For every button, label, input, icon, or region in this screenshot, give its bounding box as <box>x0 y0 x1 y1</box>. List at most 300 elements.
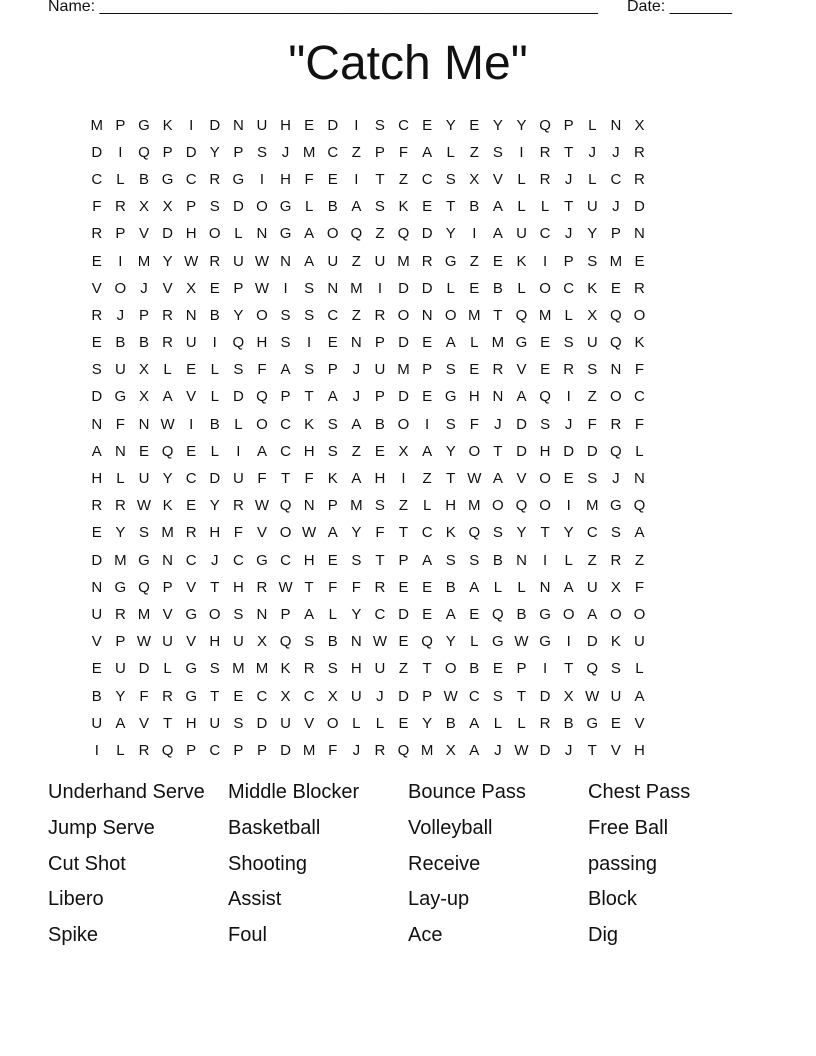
grid-letter[interactable]: N <box>232 116 244 134</box>
grid-letter[interactable]: B <box>492 551 503 569</box>
grid-letter[interactable]: A <box>469 714 480 732</box>
grid-letter[interactable]: B <box>445 714 456 732</box>
grid-letter[interactable]: R <box>374 578 386 596</box>
grid-letter[interactable]: S <box>351 551 362 569</box>
grid-letter[interactable]: A <box>304 225 315 243</box>
grid-letter[interactable]: M <box>302 741 316 759</box>
grid-letter[interactable]: D <box>398 388 409 406</box>
grid-letter[interactable]: G <box>444 388 457 406</box>
grid-letter[interactable]: Y <box>351 605 362 623</box>
grid-letter[interactable]: A <box>304 252 315 270</box>
grid-letter[interactable]: Z <box>351 252 361 270</box>
grid-letter[interactable]: I <box>189 116 194 134</box>
grid-letter[interactable]: Z <box>587 388 597 406</box>
grid-letter[interactable]: A <box>304 605 315 623</box>
grid-letter[interactable]: O <box>326 714 339 732</box>
grid-letter[interactable]: Y <box>445 442 456 460</box>
grid-letter[interactable]: N <box>256 605 268 623</box>
grid-letter[interactable]: J <box>376 687 384 705</box>
grid-letter[interactable]: K <box>162 497 173 515</box>
grid-letter[interactable]: M <box>609 252 623 270</box>
grid-letter[interactable]: S <box>209 198 220 216</box>
name-field[interactable]: Name: ________________________________________________________ <box>48 0 598 15</box>
grid-letter[interactable]: Q <box>633 497 646 515</box>
grid-letter[interactable]: E <box>91 252 102 270</box>
grid-letter[interactable]: B <box>115 334 126 352</box>
grid-letter[interactable]: S <box>374 198 385 216</box>
grid-letter[interactable]: I <box>377 279 382 297</box>
grid-letter[interactable]: Y <box>209 143 220 161</box>
grid-letter[interactable]: B <box>469 660 480 678</box>
grid-letter[interactable]: Y <box>516 116 527 134</box>
grid-letter[interactable]: J <box>116 306 125 324</box>
grid-letter[interactable]: P <box>162 578 173 596</box>
grid-letter[interactable]: H <box>445 497 457 515</box>
grid-letter[interactable]: L <box>210 442 219 460</box>
grid-letter[interactable]: D <box>91 388 103 406</box>
grid-letter[interactable]: P <box>115 116 126 134</box>
grid-letter[interactable]: L <box>163 660 172 678</box>
grid-letter[interactable]: L <box>116 170 125 188</box>
grid-letter[interactable]: N <box>327 279 339 297</box>
grid-letter[interactable]: N <box>138 415 150 433</box>
grid-letter[interactable]: C <box>280 551 291 569</box>
grid-letter[interactable]: B <box>516 605 527 623</box>
grid-letter[interactable]: Y <box>422 714 433 732</box>
grid-letter[interactable]: I <box>542 252 548 270</box>
grid-letter[interactable]: D <box>421 225 433 243</box>
grid-letter[interactable]: P <box>398 551 409 569</box>
grid-letter[interactable]: T <box>516 687 527 705</box>
grid-letter[interactable]: T <box>398 524 409 542</box>
grid-letter[interactable]: P <box>138 306 149 324</box>
grid-letter[interactable]: C <box>327 306 339 324</box>
grid-letter[interactable]: F <box>328 741 338 759</box>
grid-letter[interactable]: J <box>140 279 148 297</box>
grid-letter[interactable]: W <box>184 252 199 270</box>
grid-letter[interactable]: E <box>422 578 433 596</box>
grid-letter[interactable]: K <box>327 470 338 488</box>
grid-letter[interactable]: X <box>138 198 149 216</box>
grid-letter[interactable]: Z <box>375 225 385 243</box>
grid-letter[interactable]: I <box>236 442 241 460</box>
grid-letter[interactable]: R <box>610 415 622 433</box>
grid-letter[interactable]: N <box>280 252 291 270</box>
grid-letter[interactable]: J <box>564 170 573 188</box>
grid-letter[interactable]: U <box>586 334 598 352</box>
grid-letter[interactable]: R <box>91 497 103 515</box>
grid-letter[interactable]: P <box>115 225 126 243</box>
grid-letter[interactable]: M <box>137 605 151 623</box>
grid-letter[interactable]: X <box>587 306 598 324</box>
grid-letter[interactable]: X <box>469 170 480 188</box>
grid-letter[interactable]: Y <box>115 687 126 705</box>
grid-letter[interactable]: E <box>91 334 102 352</box>
grid-letter[interactable]: U <box>374 252 386 270</box>
grid-letter[interactable]: M <box>302 143 316 161</box>
grid-letter[interactable]: R <box>138 741 150 759</box>
grid-letter[interactable]: O <box>208 605 221 623</box>
grid-letter[interactable]: T <box>564 660 574 678</box>
grid-letter[interactable]: O <box>397 415 410 433</box>
grid-letter[interactable]: W <box>136 633 152 651</box>
grid-letter[interactable]: C <box>232 551 244 569</box>
grid-letter[interactable]: I <box>519 143 524 161</box>
grid-letter[interactable]: N <box>610 361 622 379</box>
grid-letter[interactable]: L <box>588 116 597 134</box>
grid-letter[interactable]: G <box>185 660 197 678</box>
grid-letter[interactable]: U <box>232 633 244 651</box>
grid-letter[interactable]: H <box>280 170 291 188</box>
grid-letter[interactable]: L <box>635 660 644 678</box>
grid-letter[interactable]: K <box>634 334 645 352</box>
grid-letter[interactable]: U <box>374 361 386 379</box>
grid-letter[interactable]: A <box>469 578 480 596</box>
grid-letter[interactable]: P <box>327 497 338 515</box>
grid-letter[interactable]: S <box>327 442 338 460</box>
grid-letter[interactable]: E <box>610 714 621 732</box>
grid-letter[interactable]: I <box>542 551 548 569</box>
grid-letter[interactable]: P <box>563 116 574 134</box>
grid-letter[interactable]: C <box>303 687 315 705</box>
grid-letter[interactable]: E <box>634 252 645 270</box>
grid-letter[interactable]: G <box>114 388 127 406</box>
grid-letter[interactable]: O <box>397 306 410 324</box>
grid-letter[interactable]: W <box>514 633 529 651</box>
grid-letter[interactable]: O <box>208 225 221 243</box>
grid-letter[interactable]: E <box>374 442 385 460</box>
grid-letter[interactable]: C <box>421 170 433 188</box>
grid-letter[interactable]: A <box>587 605 598 623</box>
grid-letter[interactable]: Y <box>445 633 456 651</box>
grid-letter[interactable]: U <box>586 578 598 596</box>
grid-letter[interactable]: P <box>422 361 433 379</box>
grid-letter[interactable]: G <box>256 551 268 569</box>
grid-letter[interactable]: I <box>212 334 217 352</box>
grid-letter[interactable]: X <box>186 279 197 297</box>
grid-letter[interactable]: T <box>210 578 220 596</box>
grid-letter[interactable]: H <box>350 660 362 678</box>
grid-letter[interactable]: R <box>563 361 575 379</box>
grid-letter[interactable]: Y <box>115 524 126 542</box>
grid-letter[interactable]: O <box>539 497 551 515</box>
grid-letter[interactable]: E <box>138 442 149 460</box>
grid-letter[interactable]: Q <box>279 497 292 515</box>
grid-letter[interactable]: J <box>352 361 361 379</box>
grid-letter[interactable]: A <box>492 225 503 243</box>
grid-letter[interactable]: Z <box>422 470 432 488</box>
grid-letter[interactable]: F <box>398 143 409 161</box>
grid-letter[interactable]: D <box>280 741 291 759</box>
grid-letter[interactable]: C <box>185 470 197 488</box>
grid-letter[interactable]: T <box>422 660 432 678</box>
grid-letter[interactable]: G <box>492 633 504 651</box>
grid-letter[interactable]: I <box>566 633 571 651</box>
grid-letter[interactable]: P <box>516 660 527 678</box>
grid-letter[interactable]: L <box>470 334 479 352</box>
grid-letter[interactable]: L <box>446 143 455 161</box>
grid-letter[interactable]: Z <box>469 252 479 270</box>
grid-letter[interactable]: E <box>422 116 433 134</box>
grid-letter[interactable]: G <box>444 252 457 270</box>
grid-letter[interactable]: O <box>539 470 551 488</box>
grid-letter[interactable]: O <box>633 605 646 623</box>
grid-letter[interactable]: V <box>304 714 315 732</box>
grid-letter[interactable]: B <box>209 415 220 433</box>
grid-letter[interactable]: K <box>304 415 315 433</box>
grid-letter[interactable]: Q <box>161 442 174 460</box>
grid-letter[interactable]: A <box>563 578 574 596</box>
grid-letter[interactable]: Q <box>138 578 150 596</box>
grid-letter[interactable]: R <box>114 497 126 515</box>
grid-letter[interactable]: U <box>232 470 244 488</box>
grid-letter[interactable]: I <box>283 279 288 297</box>
grid-letter[interactable]: Y <box>563 524 574 542</box>
grid-letter[interactable]: L <box>517 578 526 596</box>
grid-letter[interactable]: T <box>587 741 597 759</box>
grid-letter[interactable]: N <box>91 578 103 596</box>
grid-letter[interactable]: G <box>610 497 622 515</box>
grid-letter[interactable]: R <box>162 334 173 352</box>
grid-letter[interactable]: L <box>116 470 125 488</box>
grid-letter[interactable]: X <box>280 687 291 705</box>
grid-letter[interactable]: S <box>540 415 551 433</box>
grid-letter[interactable]: Z <box>469 143 479 161</box>
grid-letter[interactable]: O <box>633 306 646 324</box>
grid-letter[interactable]: L <box>588 170 597 188</box>
grid-letter[interactable]: S <box>327 415 338 433</box>
grid-letter[interactable]: L <box>163 361 172 379</box>
grid-letter[interactable]: C <box>374 605 386 623</box>
grid-letter[interactable]: H <box>374 470 386 488</box>
grid-letter[interactable]: O <box>562 605 575 623</box>
grid-letter[interactable]: O <box>444 660 457 678</box>
grid-letter[interactable]: E <box>469 116 480 134</box>
grid-letter[interactable]: X <box>256 633 267 651</box>
grid-letter[interactable]: L <box>493 714 503 732</box>
grid-letter[interactable]: Q <box>515 497 528 515</box>
grid-letter[interactable]: V <box>162 605 173 623</box>
grid-letter[interactable]: S <box>492 143 503 161</box>
grid-letter[interactable]: U <box>185 334 197 352</box>
grid-letter[interactable]: P <box>186 741 197 759</box>
grid-letter[interactable]: P <box>233 279 244 297</box>
grid-letter[interactable]: E <box>327 170 338 188</box>
grid-letter[interactable]: B <box>492 279 503 297</box>
grid-letter[interactable]: N <box>303 497 315 515</box>
grid-letter[interactable]: U <box>634 633 645 651</box>
grid-letter[interactable]: I <box>118 143 123 161</box>
grid-letter[interactable]: W <box>443 687 458 705</box>
grid-letter[interactable]: N <box>350 334 362 352</box>
grid-letter[interactable]: P <box>186 198 197 216</box>
grid-letter[interactable]: D <box>516 442 527 460</box>
grid-letter[interactable]: N <box>539 578 551 596</box>
grid-letter[interactable]: N <box>185 306 197 324</box>
grid-letter[interactable]: V <box>186 578 197 596</box>
grid-letter[interactable]: A <box>115 714 126 732</box>
grid-letter[interactable]: X <box>162 198 173 216</box>
grid-letter[interactable]: W <box>160 415 175 433</box>
grid-letter[interactable]: H <box>232 578 244 596</box>
grid-letter[interactable]: A <box>327 388 338 406</box>
grid-letter[interactable]: A <box>280 361 291 379</box>
grid-letter[interactable]: Z <box>634 551 645 569</box>
grid-letter[interactable]: G <box>138 551 150 569</box>
grid-letter[interactable]: L <box>635 442 644 460</box>
grid-letter[interactable]: O <box>256 415 268 433</box>
grid-letter[interactable]: T <box>162 714 173 732</box>
grid-letter[interactable]: R <box>634 143 645 161</box>
grid-letter[interactable]: P <box>422 687 433 705</box>
grid-letter[interactable]: M <box>255 660 269 678</box>
grid-letter[interactable]: I <box>425 415 430 433</box>
grid-letter[interactable]: F <box>634 415 645 433</box>
grid-letter[interactable]: I <box>118 252 123 270</box>
grid-letter[interactable]: R <box>303 660 315 678</box>
grid-letter[interactable]: A <box>256 442 267 460</box>
grid-letter[interactable]: D <box>398 334 409 352</box>
grid-letter[interactable]: A <box>351 415 362 433</box>
grid-letter[interactable]: N <box>350 633 362 651</box>
grid-letter[interactable]: B <box>469 198 480 216</box>
grid-letter[interactable]: R <box>185 524 197 542</box>
grid-letter[interactable]: X <box>634 116 645 134</box>
grid-letter[interactable]: J <box>612 143 620 161</box>
grid-letter[interactable]: O <box>610 388 622 406</box>
grid-letter[interactable]: E <box>422 605 433 623</box>
grid-letter[interactable]: M <box>90 116 104 134</box>
grid-letter[interactable]: H <box>256 334 268 352</box>
grid-letter[interactable]: M <box>350 497 363 515</box>
grid-letter[interactable]: G <box>114 578 127 596</box>
grid-letter[interactable]: G <box>185 687 197 705</box>
grid-letter[interactable]: E <box>233 687 244 705</box>
grid-letter[interactable]: L <box>517 279 526 297</box>
grid-letter[interactable]: S <box>445 170 456 188</box>
grid-letter[interactable]: L <box>210 361 219 379</box>
grid-letter[interactable]: Q <box>610 334 622 352</box>
grid-letter[interactable]: D <box>232 198 244 216</box>
grid-letter[interactable]: O <box>539 279 551 297</box>
grid-letter[interactable]: G <box>161 170 174 188</box>
grid-letter[interactable]: V <box>492 170 503 188</box>
grid-letter[interactable]: Q <box>539 116 551 134</box>
grid-letter[interactable]: J <box>564 415 573 433</box>
grid-letter[interactable]: W <box>302 524 317 542</box>
grid-letter[interactable]: K <box>280 660 291 678</box>
grid-letter[interactable]: X <box>138 361 149 379</box>
grid-letter[interactable]: A <box>422 442 433 460</box>
grid-letter[interactable]: K <box>516 252 527 270</box>
grid-letter[interactable]: I <box>401 470 406 488</box>
grid-letter[interactable]: S <box>587 470 598 488</box>
grid-letter[interactable]: G <box>138 116 150 134</box>
grid-letter[interactable]: V <box>516 470 527 488</box>
grid-letter[interactable]: U <box>374 660 386 678</box>
grid-letter[interactable]: L <box>517 198 526 216</box>
grid-letter[interactable]: Y <box>162 470 173 488</box>
grid-letter[interactable]: C <box>586 524 598 542</box>
grid-letter[interactable]: W <box>254 252 270 270</box>
grid-letter[interactable]: G <box>279 198 292 216</box>
grid-letter[interactable]: Y <box>492 116 503 134</box>
grid-letter[interactable]: J <box>352 741 361 759</box>
grid-letter[interactable]: Q <box>610 306 622 324</box>
grid-letter[interactable]: H <box>185 225 197 243</box>
date-field[interactable]: Date: _______ <box>627 0 732 15</box>
grid-letter[interactable]: Y <box>445 116 456 134</box>
grid-letter[interactable]: B <box>563 714 574 732</box>
grid-letter[interactable]: U <box>114 361 126 379</box>
grid-letter[interactable]: N <box>114 442 126 460</box>
grid-letter[interactable]: L <box>210 388 219 406</box>
grid-letter[interactable]: L <box>517 170 526 188</box>
grid-letter[interactable]: L <box>564 551 573 569</box>
grid-letter[interactable]: A <box>634 687 645 705</box>
grid-letter[interactable]: T <box>564 198 574 216</box>
grid-letter[interactable]: X <box>138 388 149 406</box>
grid-letter[interactable]: S <box>445 361 456 379</box>
grid-letter[interactable]: T <box>210 687 220 705</box>
grid-letter[interactable]: F <box>115 415 125 433</box>
grid-letter[interactable]: O <box>610 605 622 623</box>
grid-letter[interactable]: D <box>398 687 409 705</box>
grid-letter[interactable]: C <box>256 687 268 705</box>
grid-letter[interactable]: U <box>91 605 103 623</box>
grid-letter[interactable]: F <box>92 198 102 216</box>
grid-letter[interactable]: N <box>256 225 268 243</box>
grid-letter[interactable]: J <box>612 470 620 488</box>
grid-letter[interactable]: Y <box>351 524 362 542</box>
grid-letter[interactable]: B <box>138 334 149 352</box>
grid-letter[interactable]: X <box>610 578 621 596</box>
grid-letter[interactable]: A <box>351 470 362 488</box>
grid-letter[interactable]: V <box>516 361 527 379</box>
grid-letter[interactable]: R <box>209 252 221 270</box>
grid-letter[interactable]: D <box>398 279 409 297</box>
grid-letter[interactable]: E <box>469 279 480 297</box>
grid-letter[interactable]: N <box>162 551 173 569</box>
grid-letter[interactable]: E <box>186 361 197 379</box>
grid-letter[interactable]: F <box>304 470 314 488</box>
grid-letter[interactable]: Q <box>138 143 150 161</box>
grid-letter[interactable]: Z <box>398 497 409 515</box>
grid-letter[interactable]: N <box>610 116 622 134</box>
grid-letter[interactable]: F <box>304 170 314 188</box>
grid-letter[interactable]: U <box>610 687 622 705</box>
grid-letter[interactable]: P <box>374 334 385 352</box>
grid-letter[interactable]: D <box>634 198 645 216</box>
grid-letter[interactable]: R <box>91 306 103 324</box>
grid-letter[interactable]: V <box>186 633 197 651</box>
grid-letter[interactable]: K <box>610 633 621 651</box>
grid-letter[interactable]: Q <box>539 388 551 406</box>
grid-letter[interactable]: E <box>422 198 433 216</box>
grid-letter[interactable]: Y <box>516 524 527 542</box>
grid-letter[interactable]: B <box>327 198 338 216</box>
grid-letter[interactable]: D <box>539 741 551 759</box>
grid-letter[interactable]: C <box>327 143 339 161</box>
grid-letter[interactable]: P <box>233 143 244 161</box>
grid-letter[interactable]: A <box>162 388 173 406</box>
grid-letter[interactable]: F <box>328 578 338 596</box>
grid-letter[interactable]: L <box>540 198 550 216</box>
grid-letter[interactable]: R <box>634 170 645 188</box>
grid-letter[interactable]: E <box>492 252 503 270</box>
grid-letter[interactable]: C <box>209 741 221 759</box>
grid-letter[interactable]: S <box>610 524 621 542</box>
